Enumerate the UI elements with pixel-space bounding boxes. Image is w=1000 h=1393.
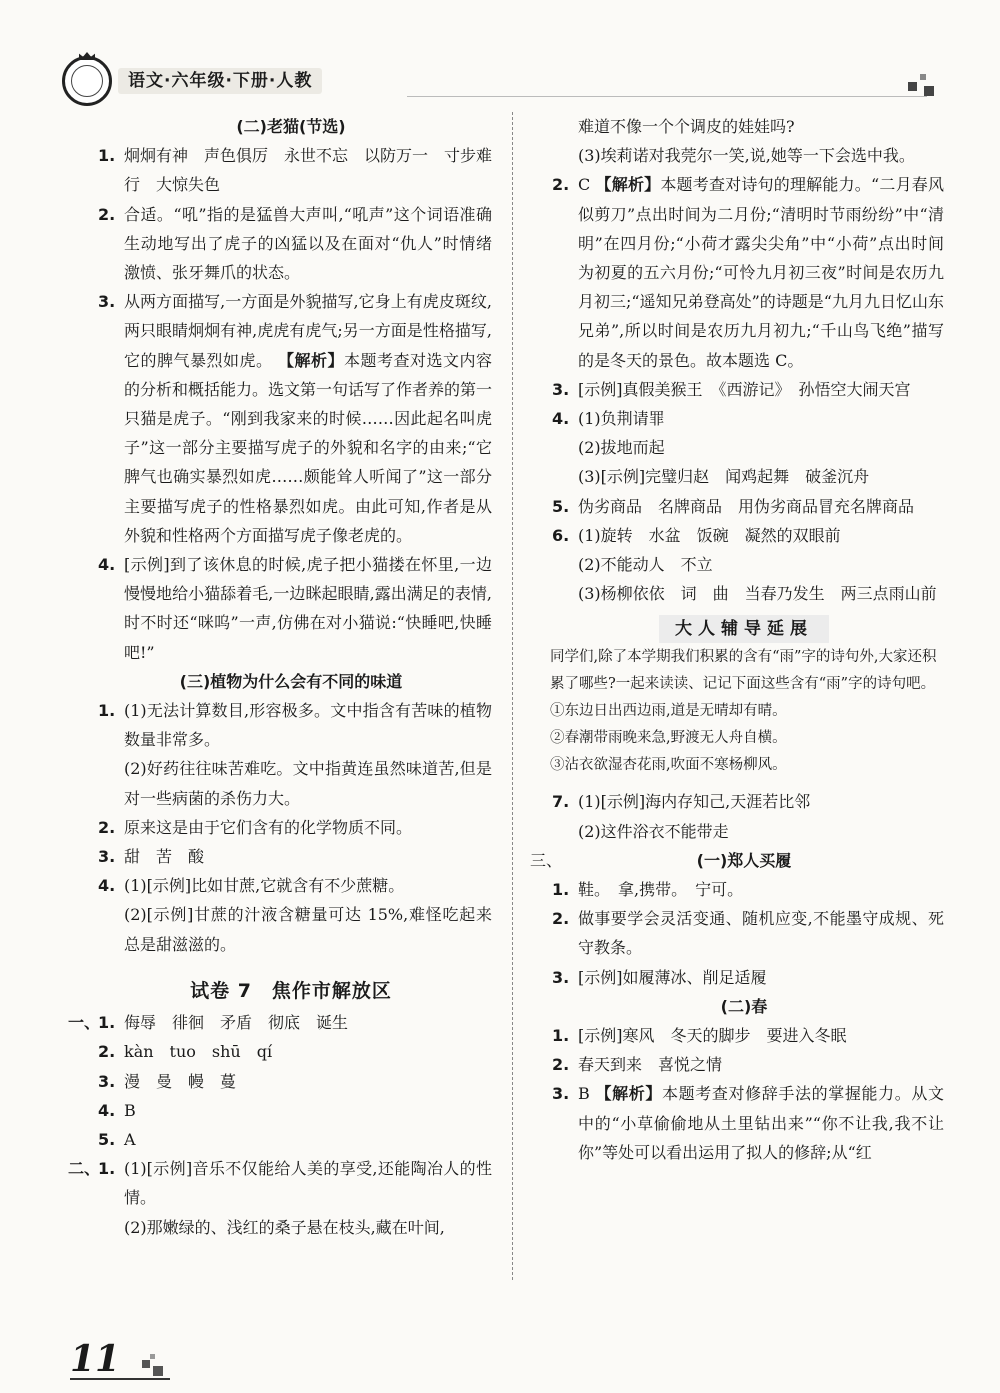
- answer-subitem: (3)[示例]完璧归赵 闻鸡起舞 破釜沉舟: [578, 467, 870, 487]
- section-title: (二)老猫(节选): [236, 117, 346, 136]
- column-divider: [512, 112, 513, 1280]
- answer-item: 1. 鞋。 拿,携带。 宁可。: [552, 880, 744, 900]
- publisher-logo-icon: [62, 56, 112, 106]
- answer-subitem: (2)[示例]甘蔗的汁液含糖量可达 15%,难怪吃起来总是甜滋滋的。: [124, 905, 492, 954]
- answer-subitem: (2)这件浴衣不能带走: [578, 821, 729, 841]
- answer-item: 1. (1)无法计算数目,形容极多。文中指含有苦味的植物数量非常多。: [98, 701, 492, 750]
- answer-item: 6. (1)旋转 水盆 饭碗 凝然的双眼前: [552, 525, 841, 545]
- answer-item: 4. (1)[示例]比如甘蔗,它就含有不少蔗糖。: [98, 876, 405, 896]
- answer-item: 2. kàn tuo shū qí: [98, 1042, 273, 1062]
- header-rule: [407, 96, 927, 97]
- right-column: [530, 112, 944, 1167]
- answer-item: 2. C 【解析】本题考查对诗句的理解能力。“二月春风似剪刀”点出时间为二月份;“清明时节雨纷纷”中“清明”在四月份;“小荷才露尖尖角”中“小荷”点出时间为初夏的五六月份;“可怜九月初三夜”时间是农历九月初三;“遥知兄弟登高处”的诗题是“九月九日忆山东兄弟”,所以时间是农历九月初九;“千山鸟飞绝”描写的是冬天的景色。故本题选 C。: [552, 175, 944, 370]
- answer-item: 2. 做事要学会灵活变通、随机应变,不能墨守成规、死守教条。: [552, 909, 944, 958]
- answer-item: 3. [示例]真假美猴王 《西游记》 孙悟空大闹天宫: [552, 379, 911, 399]
- answer-item: 1. 炯炯有神 声色俱厉 永世不忘 以防万一 寸步难行 大惊失色: [98, 146, 493, 195]
- page-number: 11: [70, 1338, 121, 1380]
- answer-item: 4. B: [98, 1100, 136, 1120]
- decor-square-icon: [908, 82, 917, 91]
- answer-item: 2. 原来这是由于它们含有的化学物质不同。: [98, 817, 413, 837]
- box-body: 同学们,除了本学期我们积累的含有“雨”字的诗句外,大家还积累了哪些?一起来读读、记记下面这些含有“雨”字的诗句吧。 ①东边日出西边雨,道是无晴却有晴。 ②春潮带雨晚来急,野渡无人舟自横。 ③沾衣欲湿杏花雨,吹面不寒杨柳风。: [550, 649, 937, 774]
- decor-square-icon: [924, 86, 934, 96]
- answer-item: 1. [示例]寒风 冬天的脚步 要进入冬眠: [552, 1026, 847, 1046]
- answer-subitem: 难道不像一个个调皮的娃娃吗?: [578, 117, 795, 136]
- decor-square-icon: [153, 1366, 163, 1376]
- answer-subitem: (2)不能动人 不立: [578, 555, 713, 575]
- page-header: [62, 56, 942, 104]
- answer-subitem: (2)好药往往味苦难吃。文中指黄连虽然味道苦,但是对一些病菌的杀伤力大。: [124, 759, 492, 808]
- answer-item: 3. B 【解析】本题考查对修辞手法的掌握能力。从文中的“小草偷偷地从土里钻出来”“你不让我,我不让你”等处可以看出运用了拟人的修辞;从“红: [552, 1084, 944, 1162]
- box-title: 大人辅导延展: [659, 615, 829, 643]
- answer-item: 4. [示例]到了该休息的时候,虎子把小猫搂在怀里,一边慢慢地给小猫舔着毛,一边眯起眼睛,露出满足的表情,时不时还“咪呜”一声,仿佛在对小猫说:“快睡吧,快睡吧!”: [98, 555, 492, 662]
- answer-item: 3. 甜 苦 酸: [98, 847, 205, 867]
- answer-item: 5. 伪劣商品 名牌商品 用伪劣商品冒充名牌商品: [552, 496, 915, 516]
- decor-square-icon: [150, 1354, 155, 1359]
- crown-icon: [79, 52, 95, 60]
- answer-item: 3. [示例]如履薄冰、削足适履: [552, 967, 767, 987]
- answer-subitem: (2)那嫩绿的、浅红的桑子悬在枝头,藏在叶间,: [124, 1217, 445, 1237]
- answer-item: 3. 从两方面描写,一方面是外貌描写,它身上有虎皮斑纹,两只眼睛炯炯有神,虎虎有虎气;另一方面是性格描写,它的脾气暴烈如虎。 【解析】本题考查对选文内容的分析和概括能力。选文第一句话写了作者养的第一只猫是虎子。“刚到我家来的时候……因此起名叫虎子”这一部分主要描写虎子的外貌和名字的由来;“它脾气也确实暴烈如虎……颇能耸人听闻了”这一部分主要描写虎子的性格暴烈如虎。由此可知,作者是从外貌和性格两个方面描写虎子像老虎的。: [98, 292, 493, 545]
- answer-item: 2. 春天到来 喜悦之情: [552, 1055, 723, 1075]
- answer-subitem: (3)杨柳依依 词 曲 当春乃发生 两三点雨山前: [578, 584, 937, 604]
- answer-item: 7. (1)[示例]海内存知己,天涯若比邻: [552, 792, 811, 812]
- footer-rule: [70, 1378, 170, 1380]
- answer-subitem: (3)埃莉诺对我莞尔一笑,说,她等一下会选中我。: [578, 146, 915, 166]
- left-column: [68, 112, 493, 1242]
- section-title: (二)春: [720, 996, 768, 1016]
- exam-title: 试卷 7 焦作市解放区: [190, 979, 392, 1002]
- answer-item: 5. A: [98, 1129, 136, 1149]
- answer-item: 二、 1. (1)[示例]音乐不仅能给人美的享受,还能陶冶人的性情。: [68, 1159, 492, 1208]
- answer-subitem: (2)拔地而起: [578, 438, 665, 458]
- section-title: (三)植物为什么会有不同的味道: [179, 671, 403, 691]
- book-title: 语文·六年级·下册·人教: [118, 68, 322, 94]
- decor-square-icon: [920, 74, 926, 80]
- answer-item: 一、 1. 侮辱 徘徊 矛盾 彻底 诞生: [68, 1013, 349, 1033]
- answer-item: 3. 漫 曼 幔 蔓: [98, 1071, 237, 1091]
- section-title: 三、 (一)郑人买履: [530, 850, 792, 870]
- decor-square-icon: [142, 1360, 150, 1368]
- answer-item: 2. 合适。“吼”指的是猛兽大声叫,“吼声”这个词语准确生动地写出了虎子的凶猛以及在面对“仇人”时情绪激愤、张牙舞爪的状态。: [98, 204, 492, 283]
- answer-item: 4. (1)负荆请罪: [552, 409, 665, 429]
- tutoring-box: [544, 614, 944, 779]
